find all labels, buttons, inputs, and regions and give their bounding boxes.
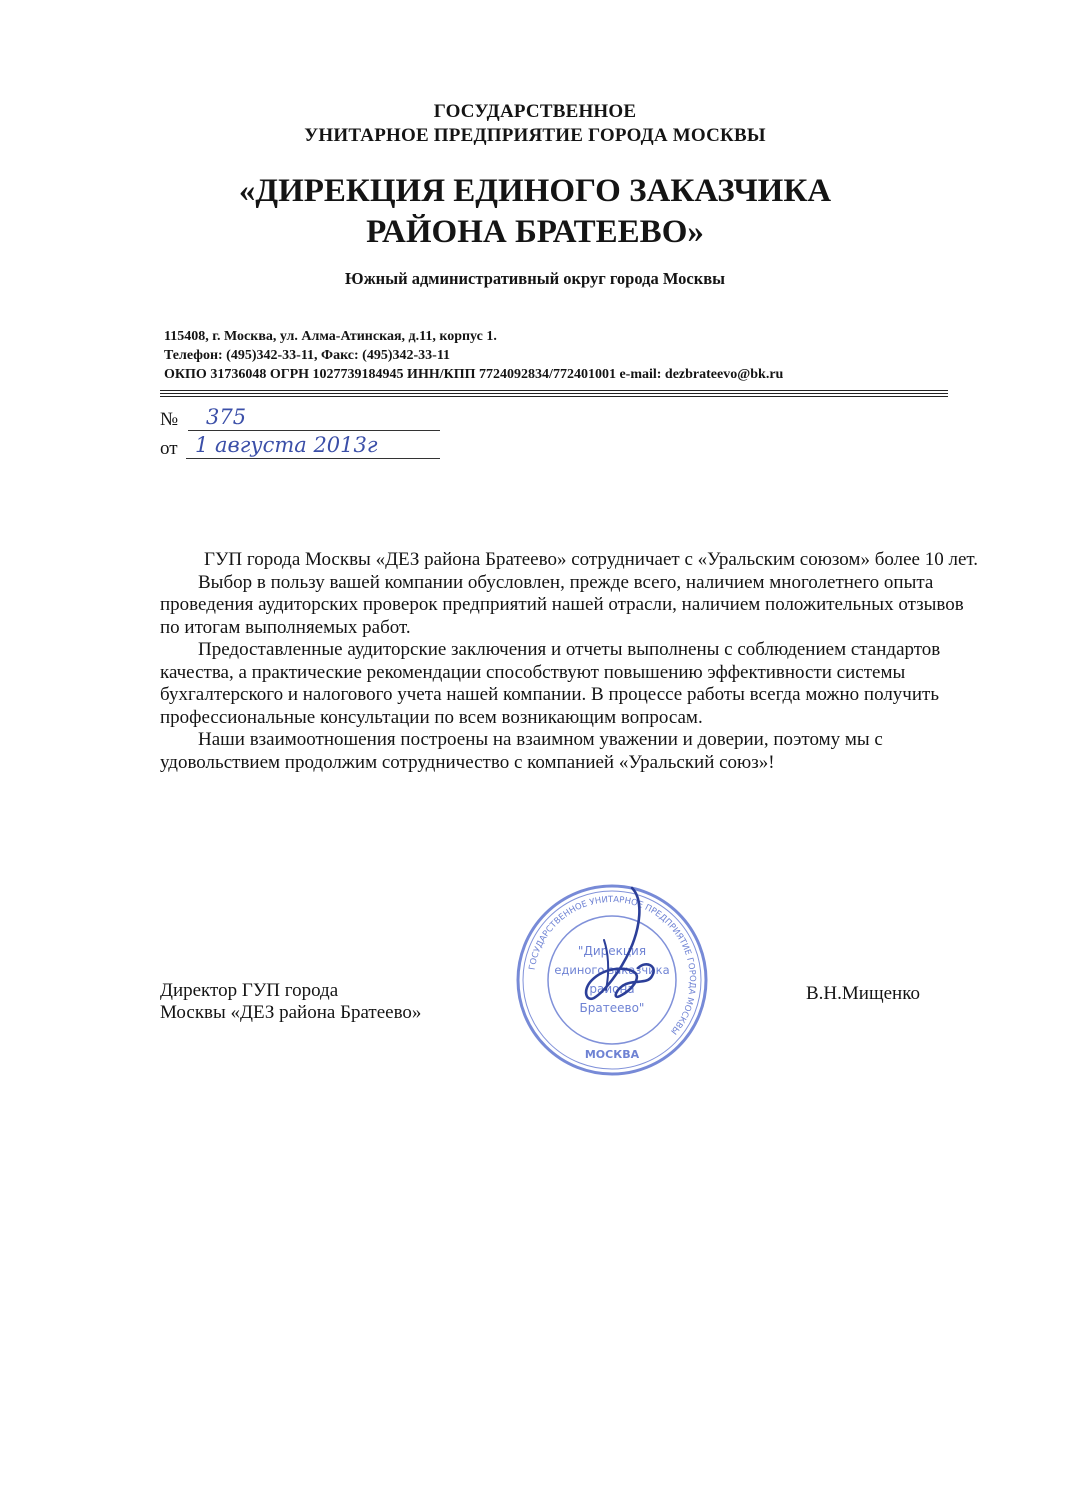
stamp-ring-text: ГОСУДАРСТВЕННОЕ УНИТАРНОЕ ПРЕДПРИЯТИЕ ГОРОДА МОСКВЫ bbox=[527, 894, 698, 1037]
reg-date-label: от bbox=[160, 438, 178, 459]
stamp-city: МОСКВА bbox=[584, 1048, 640, 1061]
paragraph-3: Предоставленные аудиторские заключения и отчеты выполнены с соблюдением стандартов качества, а практические рекомендации способствуют повышению эффективности системы бухгалтерского и налогового учета нашей компании. В процессе работы всегда можно получить профессиональные консультации по всем возникающим вопросам. bbox=[160, 639, 941, 728]
header-line-1: ГОСУДАРСТВЕННОЕ bbox=[433, 101, 637, 122]
letter-body bbox=[160, 549, 1002, 774]
contacts-phone: Телефон: (495)342-33-11, Факс: (495)342-33-11 bbox=[164, 348, 451, 363]
header-rule-3 bbox=[160, 396, 948, 397]
org-name-line-1: «ДИРЕКЦИЯ ЕДИНОГО ЗАКАЗЧИКА bbox=[238, 173, 832, 209]
org-name-line-2: РАЙОНА БРАТЕЕВО» bbox=[366, 214, 704, 250]
signatory-position-line-2: Москвы «ДЕЗ района Братеево» bbox=[160, 1002, 422, 1023]
header-line-2: УНИТАРНОЕ ПРЕДПРИЯТИЕ ГОРОДА МОСКВЫ bbox=[304, 125, 766, 146]
paragraph-1: ГУП города Москвы «ДЕЗ района Братеево» сотрудничает с «Уральским союзом» более 10 лет. bbox=[204, 549, 979, 570]
reg-number-label: № bbox=[160, 409, 179, 430]
stamp-inner-line-2: единого заказчика bbox=[554, 963, 670, 977]
reg-date-underline bbox=[186, 458, 440, 459]
reg-number-underline bbox=[188, 430, 440, 431]
contacts-address: 115408, г. Москва, ул. Алма-Атинская, д.11, корпус 1. bbox=[164, 329, 497, 344]
stamp-inner-line-1: "Дирекция bbox=[577, 944, 647, 958]
stamp-inner-line-3: района bbox=[589, 982, 635, 996]
signatory-name: В.Н.Мищенко bbox=[806, 983, 920, 1004]
signatory-position bbox=[160, 980, 421, 1024]
official-stamp bbox=[512, 880, 712, 1080]
stamp-inner-line-4: Братеево" bbox=[579, 1001, 645, 1015]
header-rule-1 bbox=[160, 390, 948, 391]
reg-number-value: 375 bbox=[206, 405, 247, 429]
district-line: Южный административный округ города Москвы bbox=[344, 269, 726, 288]
paragraph-2: Выбор в пользу вашей компании обусловлен, прежде всего, наличием многолетнего опыта проведения аудиторских проверок предприятий нашей отрасли, наличием положительных отзывов по итогам выполняемых работ. bbox=[160, 571, 964, 638]
contacts-codes: ОКПО 31736048 ОГРН 1027739184945 ИНН/КПП 7724092834/772401001 e-mail: dezbrateevo@bk.ru bbox=[164, 367, 784, 382]
signatory-position-line-1: Директор ГУП города bbox=[160, 980, 339, 1001]
paragraph-4: Наши взаимоотношения построены на взаимном уважении и доверии, поэтому мы с удовольствием продолжим сотрудничество с компанией «Уральский союз»! bbox=[160, 729, 883, 773]
reg-date-value: 1 августа 2013г bbox=[195, 433, 378, 457]
header-rule-2 bbox=[160, 393, 948, 394]
